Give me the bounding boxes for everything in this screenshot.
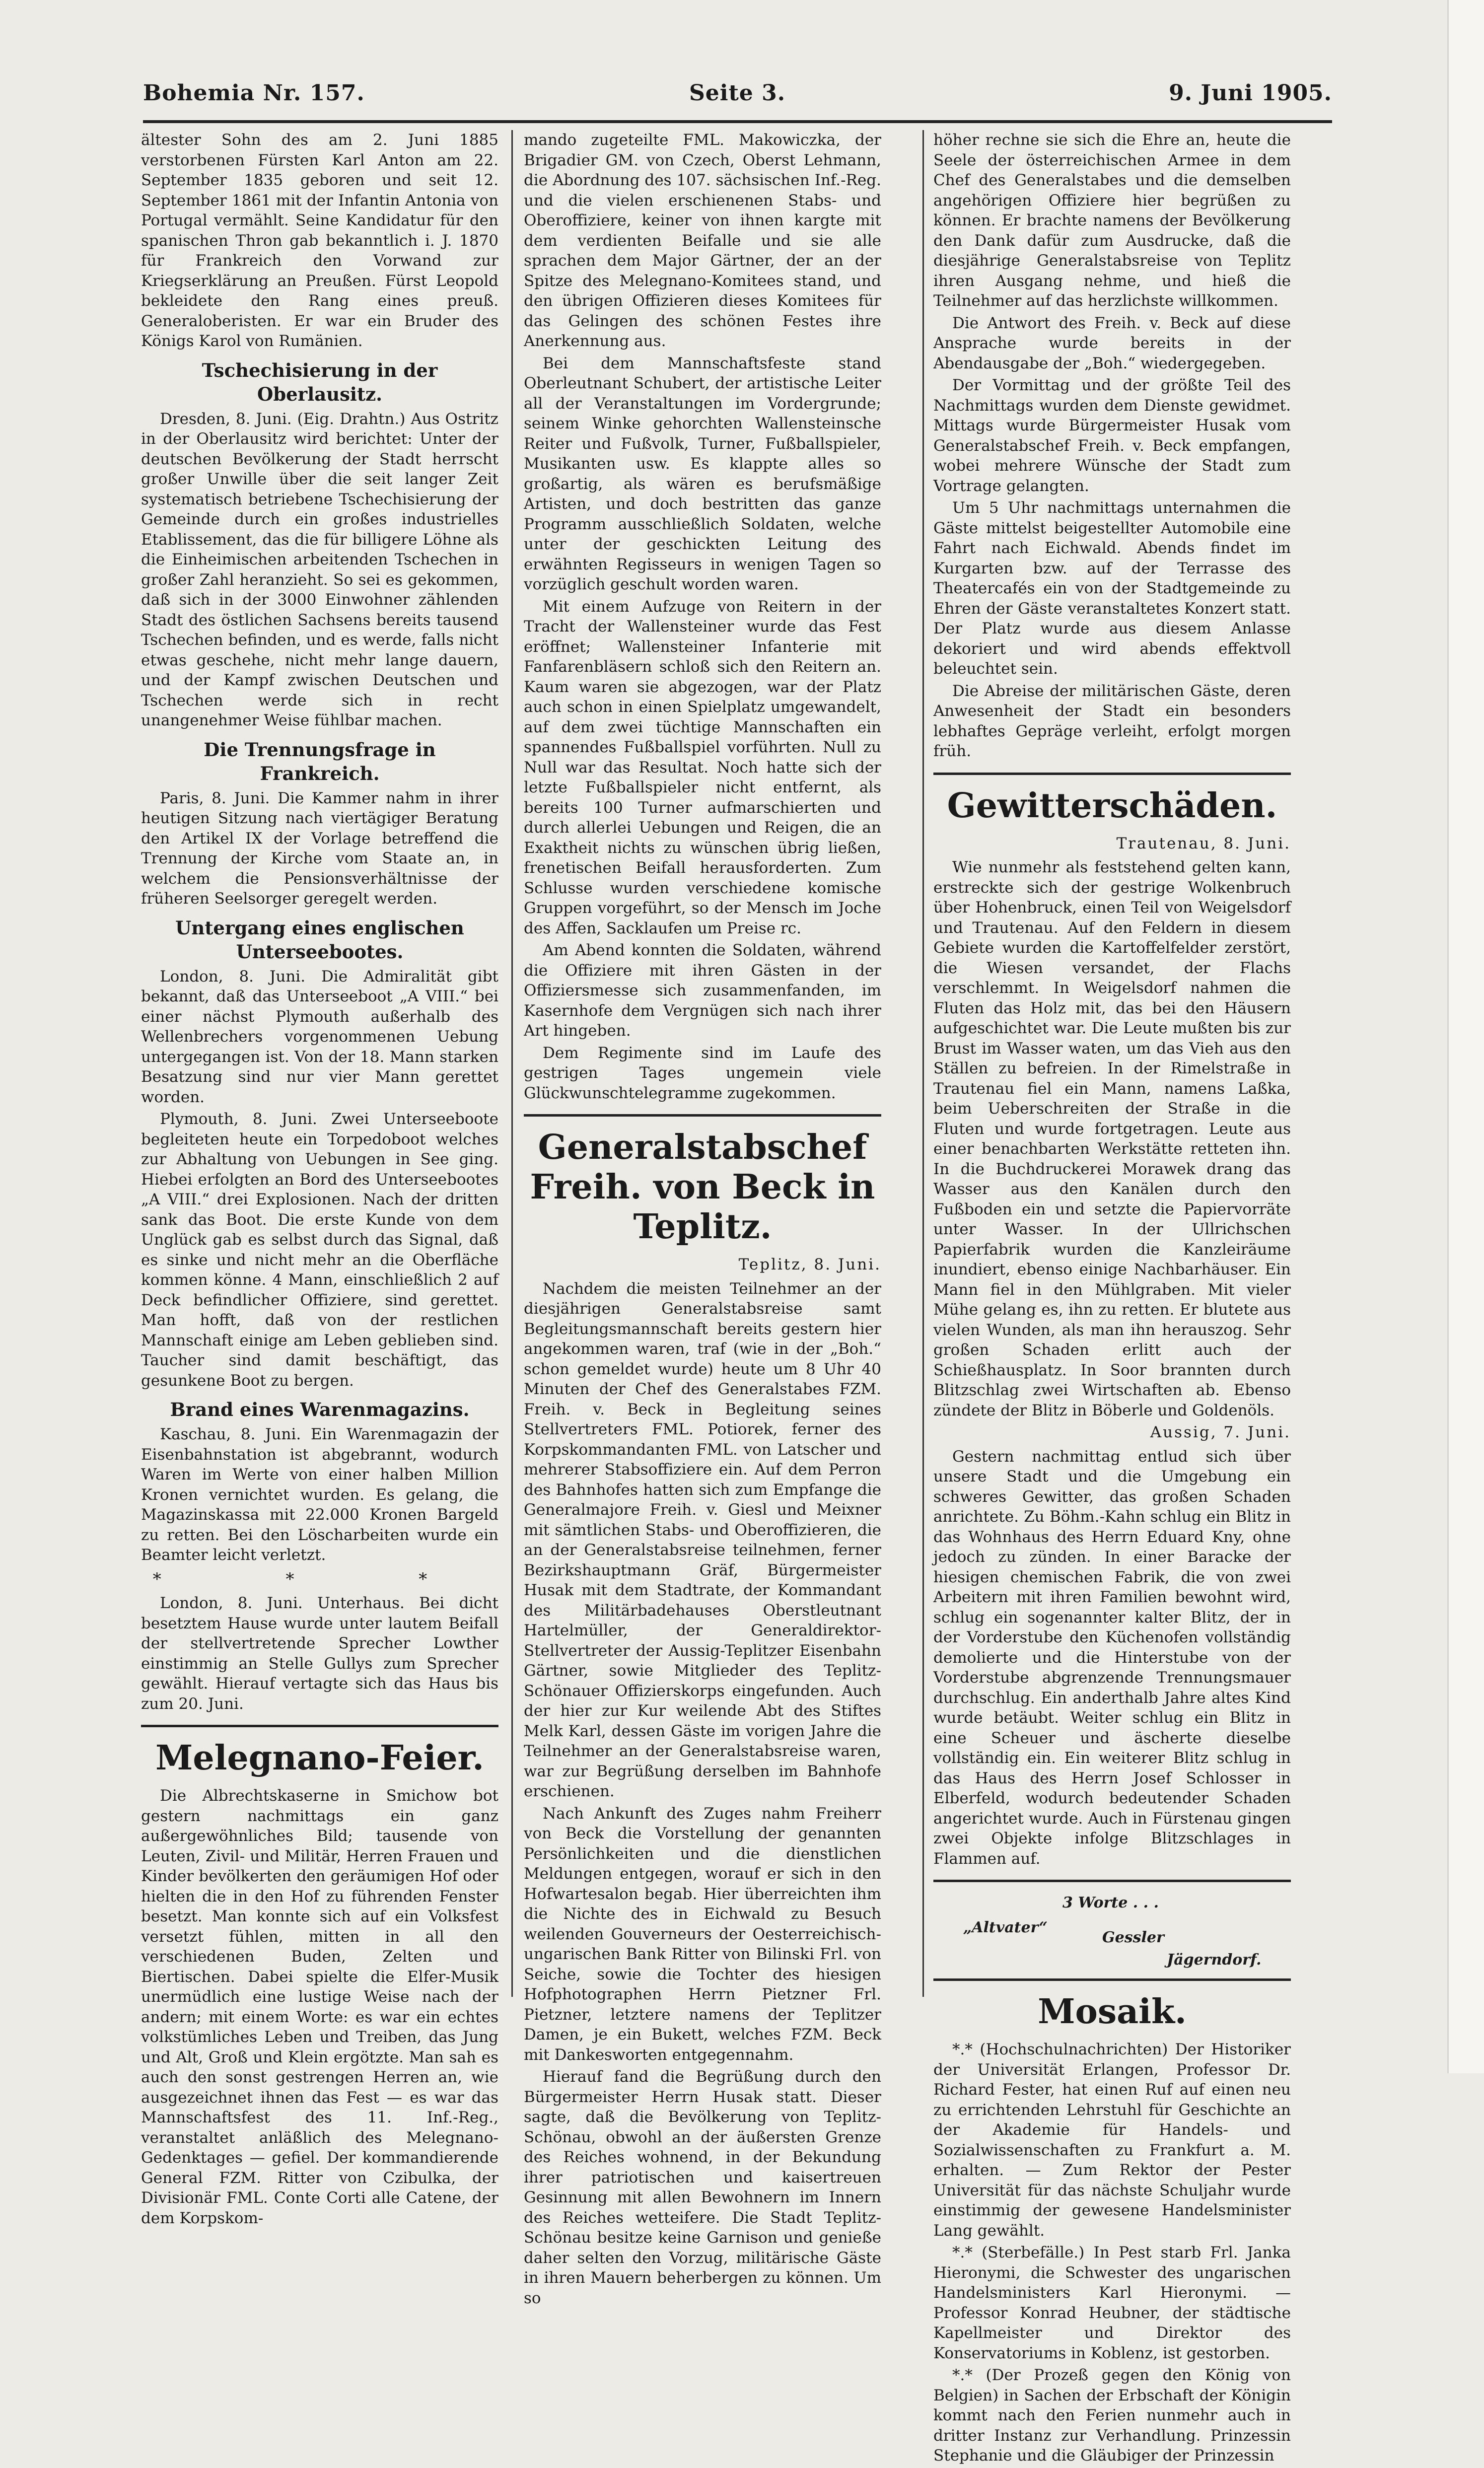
article-text: Der Vormittag und der größte Teil des Nachmittags wurden dem Dienste gewidmet. Mittags wurde Bürgermeister Husak vom Generalstabschef Freih. v. Beck empfangen, wobei mehrere Wünsche der Stadt zum Vortrage gelangten. (933, 376, 1291, 495)
section-divider (141, 1725, 498, 1727)
article-text: Mit einem Aufzuge von Reitern in der Tracht der Wallensteiner wurde das Fest eröffnet; Wallensteiner Infanterie mit Fanfarenbläsern schloß sich den Reitern an. Kaum waren sie abgezogen, war der Platz auch schon in einen Spielplatz umgewandelt, auf dem zwei tüchtige Mannschaften ein spannendes Fußballspiel vorführten. Null zu Null war das Resultat. Noch hatte sich der letzte Fußballspieler nicht entfernt, als bereits 100 Turner aufmarschierten und durch allerlei Uebungen und Reigen, die an Exaktheit nichts zu wünschen übrig ließen, frenetischen Beifall herausforderten. Zum Schlusse wurden verschiedene komische Gruppen vorgeführt, so der Mensch im Joche des Affen, Sacklaufen um Preise rc. (524, 597, 881, 937)
ad-line: Jägerndorf. (1167, 1951, 1262, 1969)
issue-date: 9. Juni 1905. (1169, 80, 1332, 106)
article-text: Nachdem die meisten Teilnehmer an der diesjährigen Generalstabsreise samt Begleitungsmannschaft bereits gestern hier angekommen waren, traf (wie in der „Boh.“ schon gemeldet wurde) heute um 8 Uhr 40 Minuten der Chef des Generalstabes FZM. Freih. v. Beck in Begleitung seines Stellvertreters FML. Potiorek, ferner des Korpskommandanten FML. von Latscher und mehrerer Stabsoffiziere ein. Auf dem Perron des Bahnhofes hatten sich zum Empfange die Generalmajore Freih. v. Giesl und Meixner mit sämtlichen Stabs- und Oberoffizieren, die an der Generalstabsreise teilnehmen, ferner Bezirkshauptmann Gräf, Bürgermeister Husak mit dem Stadtrate, der Kommandant des Militärbadehauses Oberstleutnant Hartelmüller, der Generaldirektor-Stellvertreter der Aussig-Teplitzer Eisenbahn Gärtner, sowie Mitglieder des Teplitz-Schönauer Offizierskorps eingefunden. Auch der hier zur Kur weilende Abt des Stiftes Melk Karl, dessen Gäste im vorigen Jahre die Teilnehmer an der Generalstabsreise waren, war zur Begrüßung derselben im Bahnhofe erschienen. (524, 1279, 881, 1800)
page-edge (1447, 0, 1484, 2073)
article-text: ältester Sohn des am 2. Juni 1885 verstorbenen Fürsten Karl Anton am 22. September 1835 geboren und seit 12. September 1861 mit der Infantin Antonia von Portugal vermählt. Seine Kandidatur für den spanischen Thron gab bekanntlich i. J. 1870 für Frankreich den Vorwand zur Kriegserklärung an Preußen. Fürst Leopold bekleidete den Rang eines preuß. Generaloberisten. Er war ein Bruder des Königs Karol von Rumänien. (141, 131, 498, 350)
column-rule (922, 130, 924, 1997)
feature-heading: Mosaik. (1038, 1992, 1187, 2032)
feature-heading: Generalstabschef Freih. von Beck in Teplitz. (530, 1128, 875, 1247)
article-text: London, 8. Juni. Unterhaus. Bei dicht besetztem Hause wurde unter lautem Beifall der stellvertretende Sprecher Lowther einstimmig an Stelle Gullys zum Sprecher gewählt. Hierauf vertagte sich das Haus bis zum 20. Juni. (141, 1594, 498, 1713)
ad-line: „Altvater“ (963, 1919, 1048, 1936)
article-text: Dem Regimente sind im Laufe des gestrigen Tages ungemein viele Glückwunschtelegramme zugekommen. (524, 1044, 881, 1102)
section-divider (933, 773, 1291, 775)
article-text: mando zugeteilte FML. Makowiczka, der Brigadier GM. von Czech, Oberst Lehmann, die Abordnung des 107. sächsischen Inf.-Reg. und die vielen erschienenen Stabs- und Oberoffiziere, keiner von ihnen kargte mit dem verdienten Beifalle und sie alle sprachen dem Major Gärtner, der an der Spitze des Melegnano-Komitees stand, und den übrigen Offizieren dieses Komitees für das Gelingen des schönen Festes ihre Anerkennung aus. (524, 131, 881, 350)
section-divider (933, 1880, 1291, 1882)
article-text: Nach Ankunft des Zuges nahm Freiherr von Beck die Vorstellung der genannten Persönlichkeiten und die dienstlichen Meldungen entgegen, worauf er sich in den Hofwartesalon begab. Hier überreichten ihm die Nichte des in Eichwald zu Besuch weilenden Gouverneurs der Oesterreichisch-ungarischen Bank Ritter von Bilinski Frl. von Seiche, sowie die Tochter des hiesigen Hofphotographen Herrn Pietzner Frl. Pietzner, letztere namens der Teplitzer Damen, je ein Bukett, welches FZM. Beck mit Dankesworten entgegennahm. (524, 1804, 881, 2064)
section-stars: * * * (152, 1569, 487, 1589)
ad-line: Gessler (1102, 1929, 1164, 1946)
column-3 (933, 130, 1291, 2468)
article-text: Plymouth, 8. Juni. Zwei Unterseeboote begleiteten heute ein Torpedoboot welches zur Abhaltung von Uebungen in See ging. Hiebei erfolgten an Bord des Unterseebootes „A VIII.“ drei Explosionen. Nach der dritten sank das Boot. Die erste Kunde von dem Unglück gab es selbst durch das Signal, daß es sinke und nicht mehr an die Oberfläche kommen könne. 4 Mann, einschließlich 2 auf Deck befindlicher Offiziere, sind gerettet. Man hofft, daß von der restlichen Mannschaft einige am Leben geblieben sind. Taucher sind damit beschäftigt, das gesunkene Boot zu bergen. (141, 1110, 498, 1390)
feature-heading: Gewitterschäden. (947, 785, 1277, 826)
column-rule (511, 130, 513, 1997)
ad-line: 3 Worte . . . (1062, 1894, 1159, 1911)
article-text: Wie nunmehr als feststehend gelten kann, erstreckte sich der gestrige Wolkenbruch über Hohenbruck, einen Teil von Weigelsdorf und Trautenau. Auf den Feldern in diesem Gebiete wurden die Kartoffelfelder zerstört, die Wiesen versandet, der Flachs verschlemmt. In Weigelsdorf nahmen die Fluten das Holz mit, das bei den Häusern aufgeschichtet war. Die Leute mußten bis zur Brust im Wasser waten, um das Vieh aus den Ställen zu befreien. In der Rimelstraße in Trautenau fiel ein Mann, namens Laßka, beim Ueberschreiten der Straße in die Fluten und wurde fortgetragen. Leute aus einer benachbarten Werkstätte retteten ihn. In die Buchdruckerei Morawek drang das Wasser aus den Kanälen durch den Fußboden ein und setzte die Papiervorräte unter Wasser. In der Ullrichschen Papierfabrik wurden die Kanzleiräume inundiert, ebenso einige Nachbarhäuser. Ein Mann fiel in den Mühlgraben. Mit vieler Mühe gelang es, ihn zu retten. Er blutete aus vielen Wunden, als man ihn herauszog. Sehr großen Schaden erlitt auch der Schießhausplatz. In Soor brannten durch Blitzschlag zwei Wirtschaften ab. Ebenso zündete der Blitz in Böberle und Goldenöls. (933, 858, 1291, 1419)
dateline: Trautenau, 8. Juni. (1116, 834, 1291, 852)
article-text: Am Abend konnten die Soldaten, während die Offiziere mit ihren Gästen in der Offiziersmesse sich zusammenfanden, im Kasernhofe dem Vergnügen sich nach ihrer Art hingeben. (524, 941, 881, 1040)
article-text: Die Albrechtskaserne in Smichow bot gestern nachmittags ein ganz außergewöhnliches Bild; tausende von Leuten, Zivil- und Militär, Herren Frauen und Kinder bevölkerten den geräumigen Hof oder hielten die in den Hof zu führenden Fenster besetzt. Man konnte sich auf ein Volksfest versetzt fühlen, mitten in all den verschiedenen Buden, Zelten und Biertischen. Dabei spielte die Elfer-Musik unermüdlich eine lustige Weise nach der andern; mit einem Worte: es war ein echtes volkstümliches Leben und Treiben, das Jung und Alt, Groß und Klein ergötzte. Man sah es auch den sonst gestrengen Herren an, wie ausgezeichnet ihnen das Fest — es war das Mannschaftsfest des 11. Inf.-Reg., veranstaltet anläßlich des Melegnano-Gedenktages — gefiel. Der kommandierende General FZM. Ritter von Czibulka, der Divisionär FML. Conte Corti alle Catene, der dem Korpskom- (141, 1787, 498, 2227)
article-text: *.* (Hochschulnachrichten) Der Historiker der Universität Erlangen, Professor Dr. Richard Fester, hat einen Ruf auf einen neu zu errichtenden Lehrstuhl für Geschichte an der Akademie für Handels- und Sozialwissenschaften zu Frankfurt a. M. erhalten. — Zum Rektor der Pester Universität für das nächste Schuljahr wurde einstimmig der gewesene Handelsminister Lang gewählt. (933, 2041, 1291, 2240)
article-text: *.* (Sterbefälle.) In Pest starb Frl. Janka Hieronymi, die Schwester des ungarischen Handelsministers Karl Hieronymi. — Professor Konrad Heubner, der städtische Kapellmeister und Direktor des Konservatoriums in Koblenz, ist gestorben. (933, 2244, 1291, 2362)
advertisement (933, 1893, 1291, 1968)
article-heading: Tschechisierung in der Oberlausitz. (202, 359, 438, 405)
section-divider (524, 1114, 881, 1117)
article-text: Hierauf fand die Begrüßung durch den Bürgermeister Herrn Husak statt. Dieser sagte, daß die Bevölkerung von Teplitz-Schönau, obwohl an der äußersten Grenze des Reiches wohnend, in der Bekundung ihrer patriotischen und kaisertreuen Gesinnung mit allen Bewohnern im Innern des Reiches wetteifere. Die Stadt Teplitz-Schönau besitze keine Garnison und genieße daher selten den Vorzug, militärische Gäste in ihren Mauern beherbergen zu können. Um so (524, 2068, 881, 2307)
article-text: Kaschau, 8. Juni. Ein Warenmagazin der Eisenbahnstation ist abgebrannt, wodurch Waren im Werte von einer halben Million Kronen vernichtet wurden. Es gelang, die Magazinskassa mit 22.000 Kronen Bargeld zu retten. Bei den Löscharbeiten wurde ein Beamter leicht verletzt. (141, 1425, 498, 1564)
page-number: Seite 3. (689, 80, 786, 106)
column-2 (524, 130, 881, 2310)
article-text: Dresden, 8. Juni. (Eig. Drahtn.) Aus Ostritz in der Oberlausitz wird berichtet: Unter der deutschen Bevölkerung der Stadt herrscht großer Unwille über die seit langer Zeit systematisch betriebene Tschechisierung der Gemeinde durch ein großes industrielles Etablissement, das die für billigere Löhne als die Einheimischen arbeitenden Tschechen in großer Zahl heranzieht. So sei es gekommen, daß sich in der 3000 Einwohner zählenden Stadt des östlichen Sachsens bereits tausend Tschechen befinden, und es werde, falls nicht etwas geschehe, nicht mehr lange dauern, und der Kampf zwischen Deutschen und Tschechen werde sich in recht unangenehmer Weise fühlbar machen. (141, 410, 498, 729)
section-divider (933, 1978, 1291, 1981)
newspaper-issue: Bohemia Nr. 157. (143, 80, 365, 106)
column-1 (141, 130, 498, 2230)
article-text: London, 8. Juni. Die Admiralität gibt bekannt, daß das Unterseeboot „A VIII.“ bei einer nächst Plymouth außerhalb des Wellenbrechers vorgenommenen Uebung untergegangen ist. Von der 18. Mann starken Besatzung sind nur vier Mann gerettet worden. (141, 967, 498, 1106)
article-text: Gestern nachmittag entlud sich über unsere Stadt und die Umgebung ein schweres Gewitter, das großen Schaden anrichtete. Zu Böhm.-Kahn schlug ein Blitz in das Wohnhaus des Herrn Eduard Kny, ohne jedoch zu zünden. In einer Baracke der hiesigen chemischen Fabrik, die von zwei Arbeitern mit ihren Familien bewohnt wird, schlug ein sogenannter kalter Blitz, der in der Vorderstube den Küchenofen vollständig demolierte und die Hinterstube von der Vorderstube abgrenzende Trennungsmauer durchschlug. Ein anderthalb Jahre altes Kind wurde betäubt. Weiter schlug ein Blitz in eine Scheuer und äscherte dieselbe vollständig ein. Ein weiterer Blitz schlug in das Haus des Herrn Josef Schlosser in Elberfeld, wodurch bedeutender Schaden angerichtet wurde. Auch in Fürstenau gingen zwei Objekte infolge Blitzschlages in Flammen auf. (933, 1447, 1291, 1868)
article-text: Die Abreise der militärischen Gäste, deren Anwesenheit der Stadt ein besonders lebhaftes Gepräge verleiht, erfolgt morgen früh. (933, 682, 1291, 760)
article-text: Die Antwort des Freih. v. Beck auf diese Ansprache wurde bereits in der Abendausgabe der „Boh.“ wiedergegeben. (933, 314, 1291, 372)
feature-heading: Melegnano-Feier. (155, 1738, 484, 1778)
article-text: Paris, 8. Juni. Die Kammer nahm in ihrer heutigen Sitzung nach viertägiger Beratung den Artikel IX der Vorlage betreffend die Trennung der Kirche vom Staate an, in welchem die Pensionsverhältnisse der früheren Seelsorger geregelt werden. (141, 789, 498, 908)
dateline: Teplitz, 8. Juni. (738, 1256, 881, 1273)
header-rule (143, 120, 1332, 123)
article-text: Bei dem Mannschaftsfeste stand Oberleutnant Schubert, der artistische Leiter all der Veranstaltungen im Vordergrunde; seinem Winke gehorchten Wallensteinsche Reiter und Fußvolk, Turner, Fußballspieler, Musikanten usw. Es klappte alles so großartig, als wären es berufsmäßige Artisten, und doch bestritten das ganze Programm ausschließlich Soldaten, welche unter der geschickten Leitung des erwähnten Regisseurs in wenigen Tagen so vorzüglich geschult worden waren. (524, 354, 881, 593)
article-text: Um 5 Uhr nachmittags unternahmen die Gäste mittelst beigestellter Automobile eine Fahrt nach Eichwald. Abends findet im Kurgarten bzw. auf der Terrasse des Theatercafés ein von der Stadtgemeinde zu Ehren der Gäste veranstaltetes Konzert statt. Der Platz wurde aus diesem Anlasse dekoriert und wird abends effektvoll beleuchtet sein. (933, 499, 1291, 678)
dateline: Aussig, 7. Juni. (1150, 1423, 1291, 1441)
article-heading: Untergang eines englischen Unterseebootes. (175, 917, 464, 963)
article-heading: Die Trennungsfrage in Frankreich. (204, 738, 436, 784)
article-text: höher rechne sie sich die Ehre an, heute die Seele der österreichischen Armee in dem Chef des Generalstabes und die demselben angehörigen Offiziere hier begrüßen zu können. Er brachte namens der Bevölkerung den Dank dafür zum Ausdrucke, daß die diesjährige Generalstabsreise von Teplitz ihren Ausgang nehme, und hieß die Teilnehmer auf das herzlichste willkommen. (933, 131, 1291, 310)
page-header (143, 80, 1332, 115)
article-heading: Brand eines Warenmagazins. (170, 1399, 470, 1420)
article-text: *.* (Der Prozeß gegen den König von Belgien) in Sachen der Erbschaft der Königin kommt nach den Ferien nunmehr auch in dritter Instanz zur Verhandlung. Prinzessin Stephanie und die Gläubiger der Prinzessin (933, 2366, 1291, 2465)
